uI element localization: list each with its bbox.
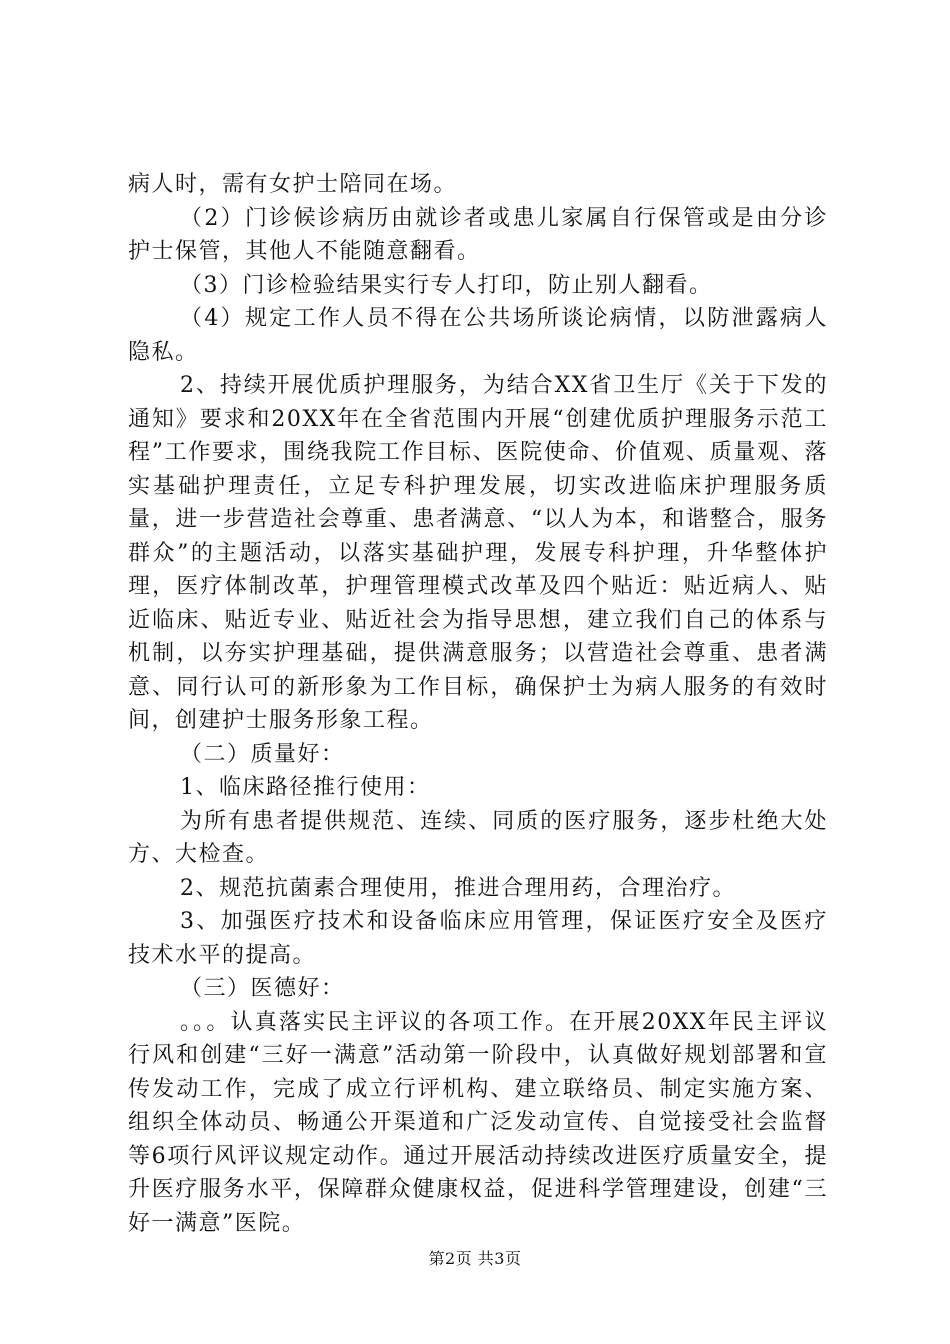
paragraph-technology: 3、加强医疗技术和设备临床应用管理，保证医疗安全及医疗技术水平的提高。 (128, 909, 828, 968)
paragraph-clinical-pathway: 为所有患者提供规范、连续、同质的医疗服务，逐步杜绝大处方、大检查。 (128, 808, 828, 867)
section-heading-quality: （二）质量好： (180, 741, 345, 767)
paragraph-quality-nursing: 2、持续开展优质护理服务，为结合XX省卫生厅《关于下发的通知》要求和20XX年在全省范围内开展“创建优质护理服务示范工程”工作要求，围绕我院工作目标、医院使命、价值观、质量观、落实基础护理责任，立足专科护理发展，切实改进临床护理服务质量，进一步营造社会尊重、患者满意、“以人为本，和谐整合，服务群众”的主题活动，以落实基础护理，发展专科护理，升华整体护理，医疗体制改革，护理管理模式改革及四个贴近：贴近病人、贴近临床、贴近专业、贴近社会为指导思想，建立我们自己的体系与机制，以夯实护理基础，提供满意服务；以营造社会尊重、患者满意、同行认可的新形象为工作目标，确保护士为病人服务的有效时间，创建护士服务形象工程。 (128, 373, 828, 733)
paragraph-item-3: （3）门诊检验结果实行专人打印，防止别人翻看。 (180, 272, 713, 298)
subheading-clinical-pathway: 1、临床路径推行使用： (180, 775, 431, 800)
document-body (128, 168, 828, 1240)
section-heading-ethics: （三）医德好： (180, 976, 345, 1001)
paragraph-item-4: （4）规定工作人员不得在公共场所谈论病情，以防泄露病人隐私。 (128, 306, 828, 365)
paragraph-ethics: 。。。认真落实民主评议的各项工作。在开展20XX年民主评议行风和创建“三好一满意”活动第一阶段中，认真做好规划部署和宣传发动工作，完成了成立行评机构、建立联络员、制定实施方案、组织全体动员、畅通公开渠道和广泛发动宣传、自觉接受社会监督等6项行风评议规定动作。通过开展活动持续改进医疗质量安全，提升医疗服务水平，保障群众健康权益，促进科学管理建设，创建“三好一满意”医院。 (128, 1009, 828, 1236)
page-footer (0, 1249, 950, 1269)
page-number: 第2页 共3页 (428, 1249, 522, 1268)
paragraph-continuation: 病人时，需有女护士陪同在场。 (128, 172, 458, 197)
paragraph-item-2: （2）门诊候诊病历由就诊者或患儿家属自行保管或是由分诊护士保管，其他人不能随意翻看。 (128, 205, 828, 264)
paragraph-antibiotics: 2、规范抗菌素合理使用，推进合理用药，合理治疗。 (180, 875, 736, 901)
